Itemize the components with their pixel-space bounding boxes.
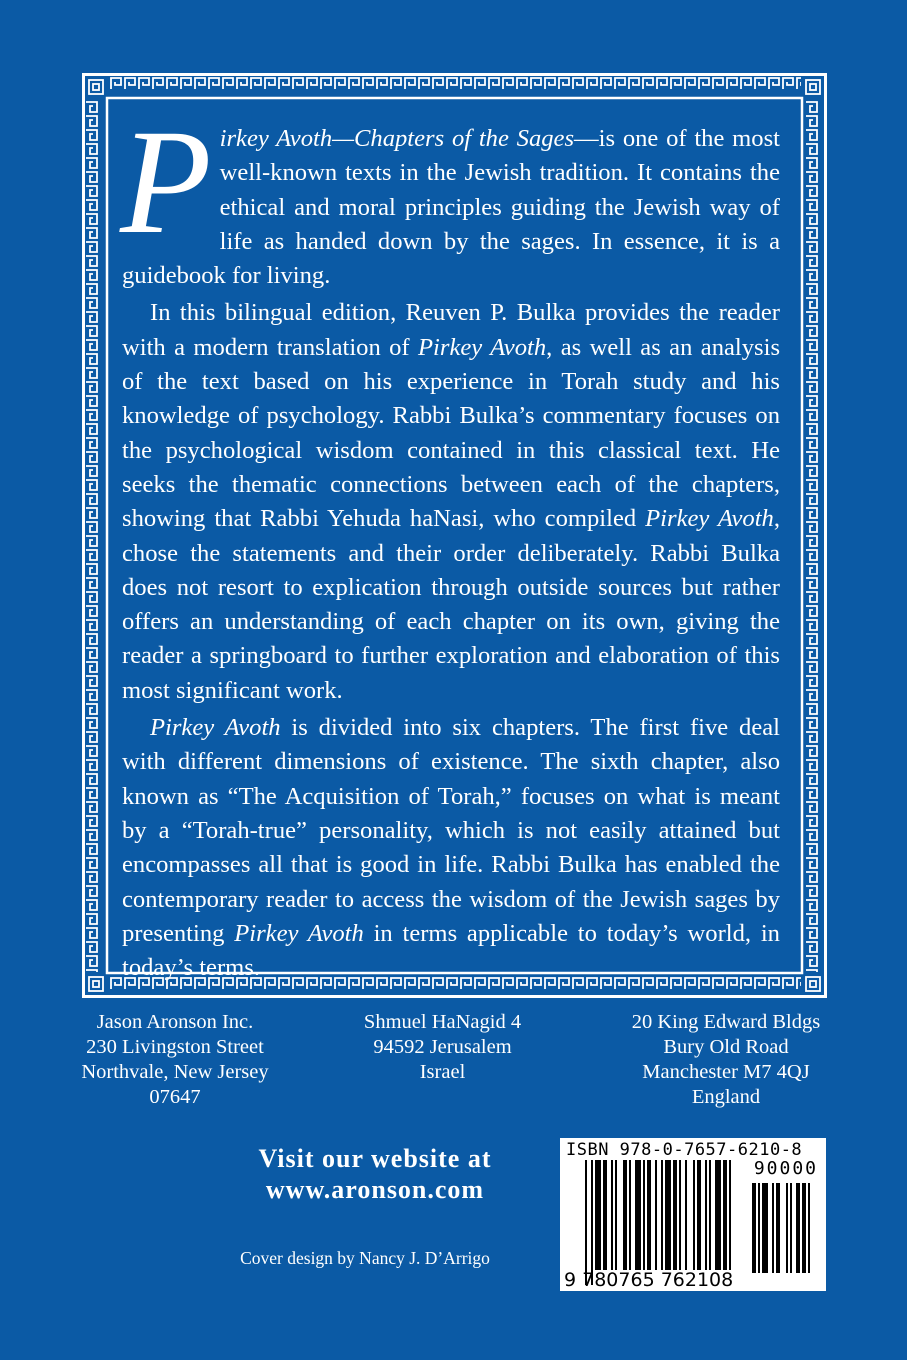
barcode-bar	[629, 1160, 631, 1270]
barcode-bar	[585, 1160, 587, 1285]
title-italic: Pirkey Avoth	[418, 333, 547, 361]
barcode-bar	[595, 1160, 601, 1270]
barcode-bar	[705, 1160, 707, 1270]
barcode-bar	[786, 1183, 788, 1273]
text: , chose the statements and their order deliberately. Rabbi Bulka does not resort to explication through outside sources but rather offers an understanding of each chapter on its own, giving the reader a springboard to further exploration and elaboration of this most significant work.	[122, 505, 780, 704]
barcode-bar	[758, 1183, 760, 1273]
address-usa	[50, 1010, 300, 1110]
barcode-bar	[715, 1160, 721, 1270]
title-italic: Pirkey Avoth	[234, 919, 364, 947]
barcode-bar	[655, 1160, 657, 1270]
title-italic: Pirkey Avoth	[150, 714, 281, 742]
address-england	[600, 1010, 852, 1110]
barcode-bar	[693, 1160, 695, 1270]
drop-cap: P	[120, 99, 212, 265]
text: —is one of the most well-known texts in the Jewish tradition. It contains the ethical and moral principles guiding the Jewish way of life as handed down by the sages. In essence, it is a guidebook for living.	[122, 125, 780, 290]
address-line: Jason Aronson Inc.	[96, 1011, 254, 1033]
barcode-bar	[762, 1183, 768, 1273]
paragraph-1	[120, 99, 780, 293]
address-line: Israel	[419, 1061, 466, 1083]
barcode-bar	[643, 1160, 645, 1270]
barcode-bar	[591, 1160, 593, 1285]
address-line: Bury Old Road	[663, 1036, 789, 1058]
isbn-text: ISBN 978-0-7657-6210-8	[566, 1140, 803, 1160]
address-line: England	[691, 1086, 761, 1108]
barcode-bar	[796, 1183, 800, 1273]
address-line: 230 Livingston Street	[86, 1036, 264, 1058]
barcode-bar	[802, 1183, 806, 1273]
barcode-bar	[665, 1160, 671, 1270]
address-line: 20 King Edward Bldgs	[631, 1011, 821, 1033]
text: is divided into six chapters. The first five deal with different dimensions of existence. The sixth chapter, also known as “The Acquisition of Torah,” focuses on what is meant by a “Torah-true” personality, which is not easily attained but encompasses all that is good in life. Rabbi Bulka has enabled the contemporary reader to access the wisdom of the Jewish sages by presenting	[122, 714, 780, 947]
paragraph-2	[122, 296, 780, 708]
address-israel	[320, 1010, 565, 1085]
price-code: 90000	[753, 1158, 818, 1179]
barcode-bar	[603, 1160, 607, 1270]
address-line: 07647	[149, 1086, 201, 1108]
cover-credit: Cover design by Nancy J. D’Arrigo	[240, 1248, 490, 1268]
ean-number: 9 780765 762108	[564, 1269, 734, 1291]
barcode-bar	[673, 1160, 677, 1270]
text: , as well as an analysis of the text based on his experience in Torah study and his knowledge of psychology. Rabbi Bulka’s commentary focuses on the psychological wisdom contained in this classical text. He seeks the thematic connections between each of the chapters, showing that Rabbi Yehuda haNasi, who compiled	[122, 333, 781, 533]
barcode-bar	[772, 1183, 774, 1273]
address-line: Shmuel HaNagid 4	[363, 1011, 522, 1033]
address-line: Northvale, New Jersey	[81, 1061, 269, 1083]
barcode-bar	[752, 1183, 756, 1273]
address-line: 94592 Jerusalem	[373, 1036, 512, 1058]
barcode-bar	[611, 1160, 613, 1270]
website-promo	[205, 1143, 545, 1205]
barcode-bar	[623, 1160, 627, 1270]
title-italic: irkey Avoth—Chapters of the Sages	[219, 125, 575, 152]
barcode-bar	[635, 1160, 641, 1270]
barcode-bar	[661, 1160, 663, 1270]
book-description	[120, 99, 781, 988]
barcode-bar	[615, 1160, 617, 1270]
paragraph-3	[122, 711, 780, 985]
barcode-bar	[808, 1183, 810, 1273]
barcode-bar	[790, 1183, 792, 1273]
title-italic: Pirkey Avoth	[645, 505, 774, 533]
barcode-bar	[679, 1160, 681, 1270]
address-line: Manchester M7 4QJ	[642, 1061, 810, 1083]
barcode-bar	[729, 1160, 731, 1270]
isbn-barcode	[560, 1138, 826, 1291]
website-line: Visit our website at	[258, 1144, 492, 1173]
barcode-bar	[697, 1160, 701, 1270]
barcode-bar	[647, 1160, 651, 1270]
barcode-bar	[685, 1160, 687, 1270]
website-url[interactable]: www.aronson.com	[265, 1175, 485, 1204]
text: In this bilingual edition, Reuven P. Bulka provides the reader with a modern translation of	[122, 299, 780, 361]
barcode-bar	[776, 1183, 780, 1273]
text: in terms applicable to today’s world, in today’s terms.	[122, 919, 780, 982]
barcode-bar	[723, 1160, 727, 1270]
barcode-bar	[709, 1160, 711, 1270]
